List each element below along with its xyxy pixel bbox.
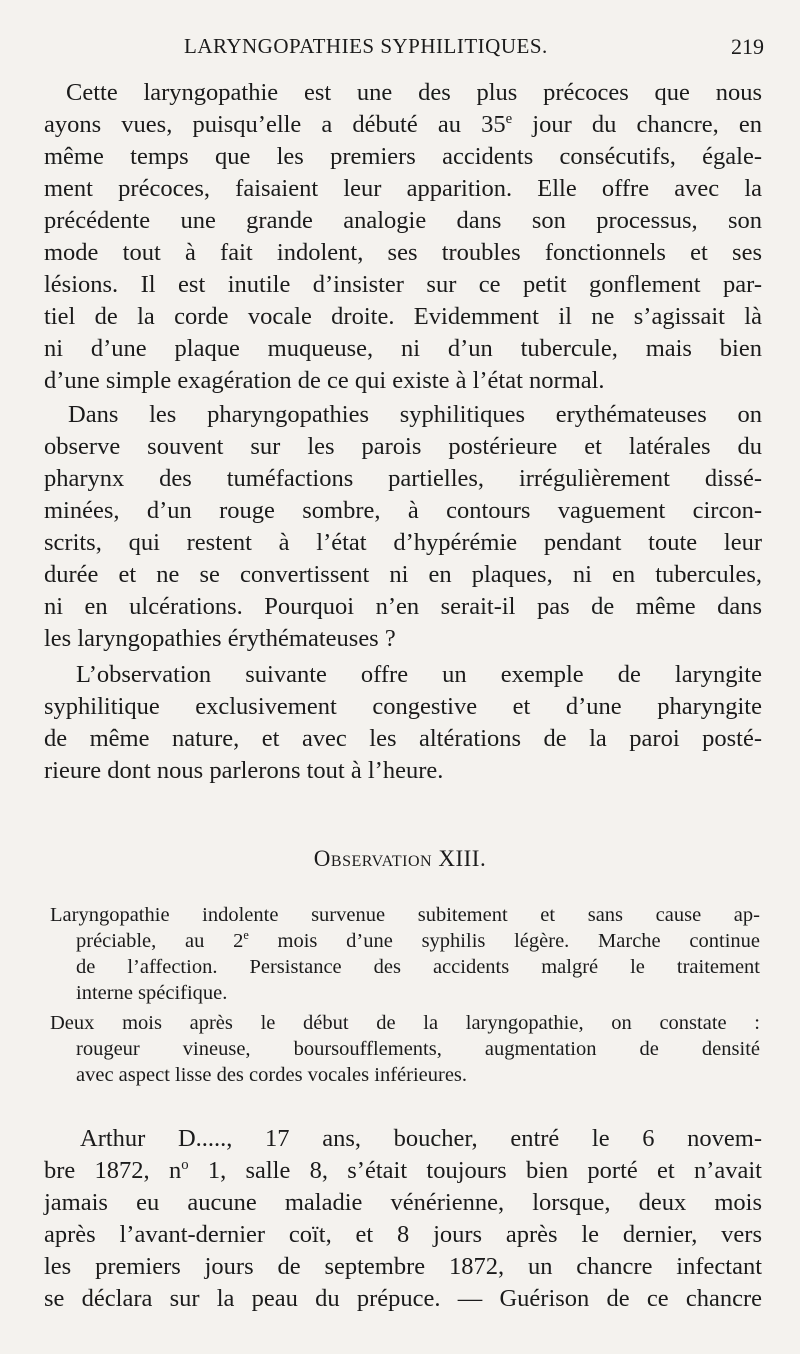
text-line: ment précoces, faisaient leur apparition. Elle offre avec la <box>44 175 762 202</box>
text-line: de même nature, et avec les altérations de la paroi posté- <box>44 725 762 752</box>
text-line: les laryngopathies érythémateuses ? <box>44 625 396 652</box>
text-line: précédente une grande analogie dans son processus, son <box>44 207 762 234</box>
text-line: Cette laryngopathie est une des plus précoces que nous <box>66 79 762 106</box>
text-line: même temps que les premiers accidents consécutifs, égale- <box>44 143 762 170</box>
summary-line: Laryngopathie indolente survenue subitement et sans cause ap- <box>50 904 760 926</box>
text-line: scrits, qui restent à l’état d’hypérémie pendant toute leur <box>44 529 762 556</box>
text-line: rieure dont nous parlerons tout à l’heure. <box>44 757 444 784</box>
text-line: Dans les pharyngopathies syphilitiques erythémateuses on <box>68 401 762 428</box>
text-line: tiel de la corde vocale droite. Evidemment il ne s’agissait là <box>44 303 762 330</box>
running-title: LARYNGOPATHIES SYPHILITIQUES. <box>184 34 548 58</box>
page-number: 219 <box>731 34 764 59</box>
text-line: d’une simple exagération de ce qui existe à l’état normal. <box>44 367 605 394</box>
text-line: bre 1872, $n^o$ 1, salle 8, s’était toujours bien porté et n’avait <box>44 1156 762 1184</box>
observation-heading: Observation XIII. <box>313 846 487 871</box>
summary-line: avec aspect lisse des cordes vocales inférieures. <box>76 1064 468 1086</box>
text-line: ni en ulcérations. Pourquoi n’en serait-il pas de même dans <box>44 593 762 620</box>
page-header <box>44 34 764 64</box>
text-line: se déclara sur la peau du prépuce. — Guérison de ce chancre <box>44 1285 762 1312</box>
text-line: lésions. Il est inutile d’insister sur ce petit gonflement par- <box>44 271 762 298</box>
text-line: syphilitique exclusivement congestive et d’une pharyngite <box>44 693 762 720</box>
text-line: ayons vues, puisqu’elle a débuté au 35e jour du chancre, en <box>44 110 763 138</box>
text-line: minées, d’un rouge sombre, à contours vaguement circon- <box>44 497 762 524</box>
summary-line: Deux mois après le début de la laryngopathie, on constate : <box>50 1012 760 1034</box>
text-line: durée et ne se convertissent ni en plaques, ni en tubercules, <box>44 561 762 588</box>
text-line: jamais eu aucune maladie vénérienne, lorsque, deux mois <box>44 1189 762 1216</box>
text-line: Arthur D....., 17 ans, boucher, entré le 6 novem- <box>80 1125 762 1152</box>
text-line: les premiers jours de septembre 1872, un chancre infectant <box>44 1253 762 1280</box>
text-line: observe souvent sur les parois postérieure et latérales du <box>44 433 762 460</box>
summary-line: de l’affection. Persistance des accidents malgré le traitement <box>76 956 760 978</box>
text-line: après l’avant-dernier coït, et 8 jours après le dernier, vers <box>44 1221 762 1248</box>
text-line: ni d’une plaque muqueuse, ni d’un tubercule, mais bien <box>44 335 762 362</box>
text-line: L’observation suivante offre un exemple de laryngite <box>76 661 762 688</box>
summary-line: rougeur vineuse, boursoufflements, augmentation de densité <box>76 1038 760 1060</box>
summary-line: interne spécifique. <box>76 982 228 1004</box>
text-line: pharynx des tuméfactions partielles, irrégulièrement dissé- <box>44 465 762 492</box>
text-line: mode tout à fait indolent, ses troubles fonctionnels et ses <box>44 239 762 266</box>
summary-line: préciable, au 2e mois d’une syphilis légère. Marche continue <box>76 928 760 952</box>
